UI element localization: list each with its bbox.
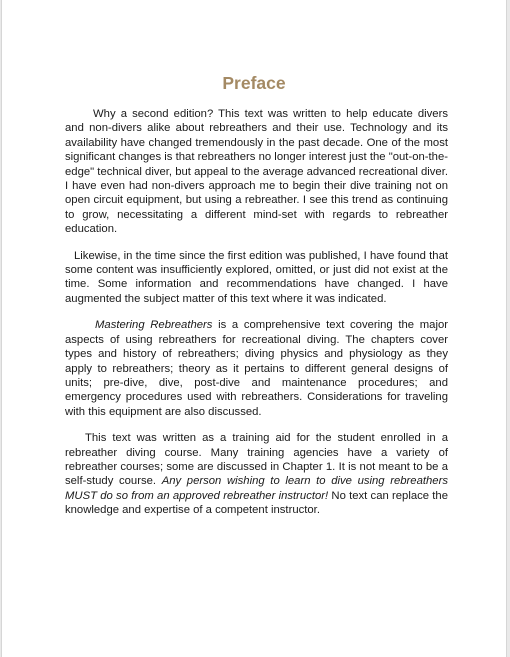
paragraph-4-text-before: This text was written as a training aid for the student enrolled in a rebreather diving course. Many training agencies have a variety of rebreather courses; some are discussed in Chapter 1. It is not meant to be a self-study course. [65,432,448,488]
paragraph-2: Likewise, in the time since the first edition was published, I have found that some content was insufficiently explored, omitted, or just did not exist at the time. Some information and recommendations have changed. I have augmented the subject matter of this text where it was indicated. [65,249,448,305]
paragraph-3 [65,318,448,419]
paragraph-4 [65,431,448,517]
book-title-italic: Mastering Rebreathers [95,319,213,332]
paragraph-4-text-after: No text can replace the knowledge and expertise of a competent instructor. [65,489,448,517]
paragraph-3-text: is a comprehensive text covering the major aspects of using rebreathers for recreational diving. The chapters cover types and history of rebreathers; diving physics and physiology as they apply to rebreathers; theory as it pertains to different general designs of units; pre-dive, dive, post-dive and maintenance procedures; and emergency procedures used with rebreathers. Considerations for traveling with this equipment are also discussed. [65,319,448,418]
paragraph-4-warning-italic: Any person wishing to learn to dive using rebreathers MUST do so from an approved rebreather instructor! [65,475,448,502]
paragraph-1: Why a second edition? This text was written to help educate divers and non-divers alike about rebreathers and their use. Technology and its availability have changed tremendously in the past decade. One of the most significant changes is that rebreathers no longer interest just the "out-on-the-edge" technical diver, but appeal to the average advanced recreational diver. I have even had non-divers approach me to begin their dive training not on open circuit equipment, but using a rebreather. I see this trend as continuing to grow, necessitating a different mind-set with regards to rebreather education. [65,108,448,236]
page-body [65,107,448,530]
document-page [1,0,507,657]
page-title: Preface [222,73,286,93]
